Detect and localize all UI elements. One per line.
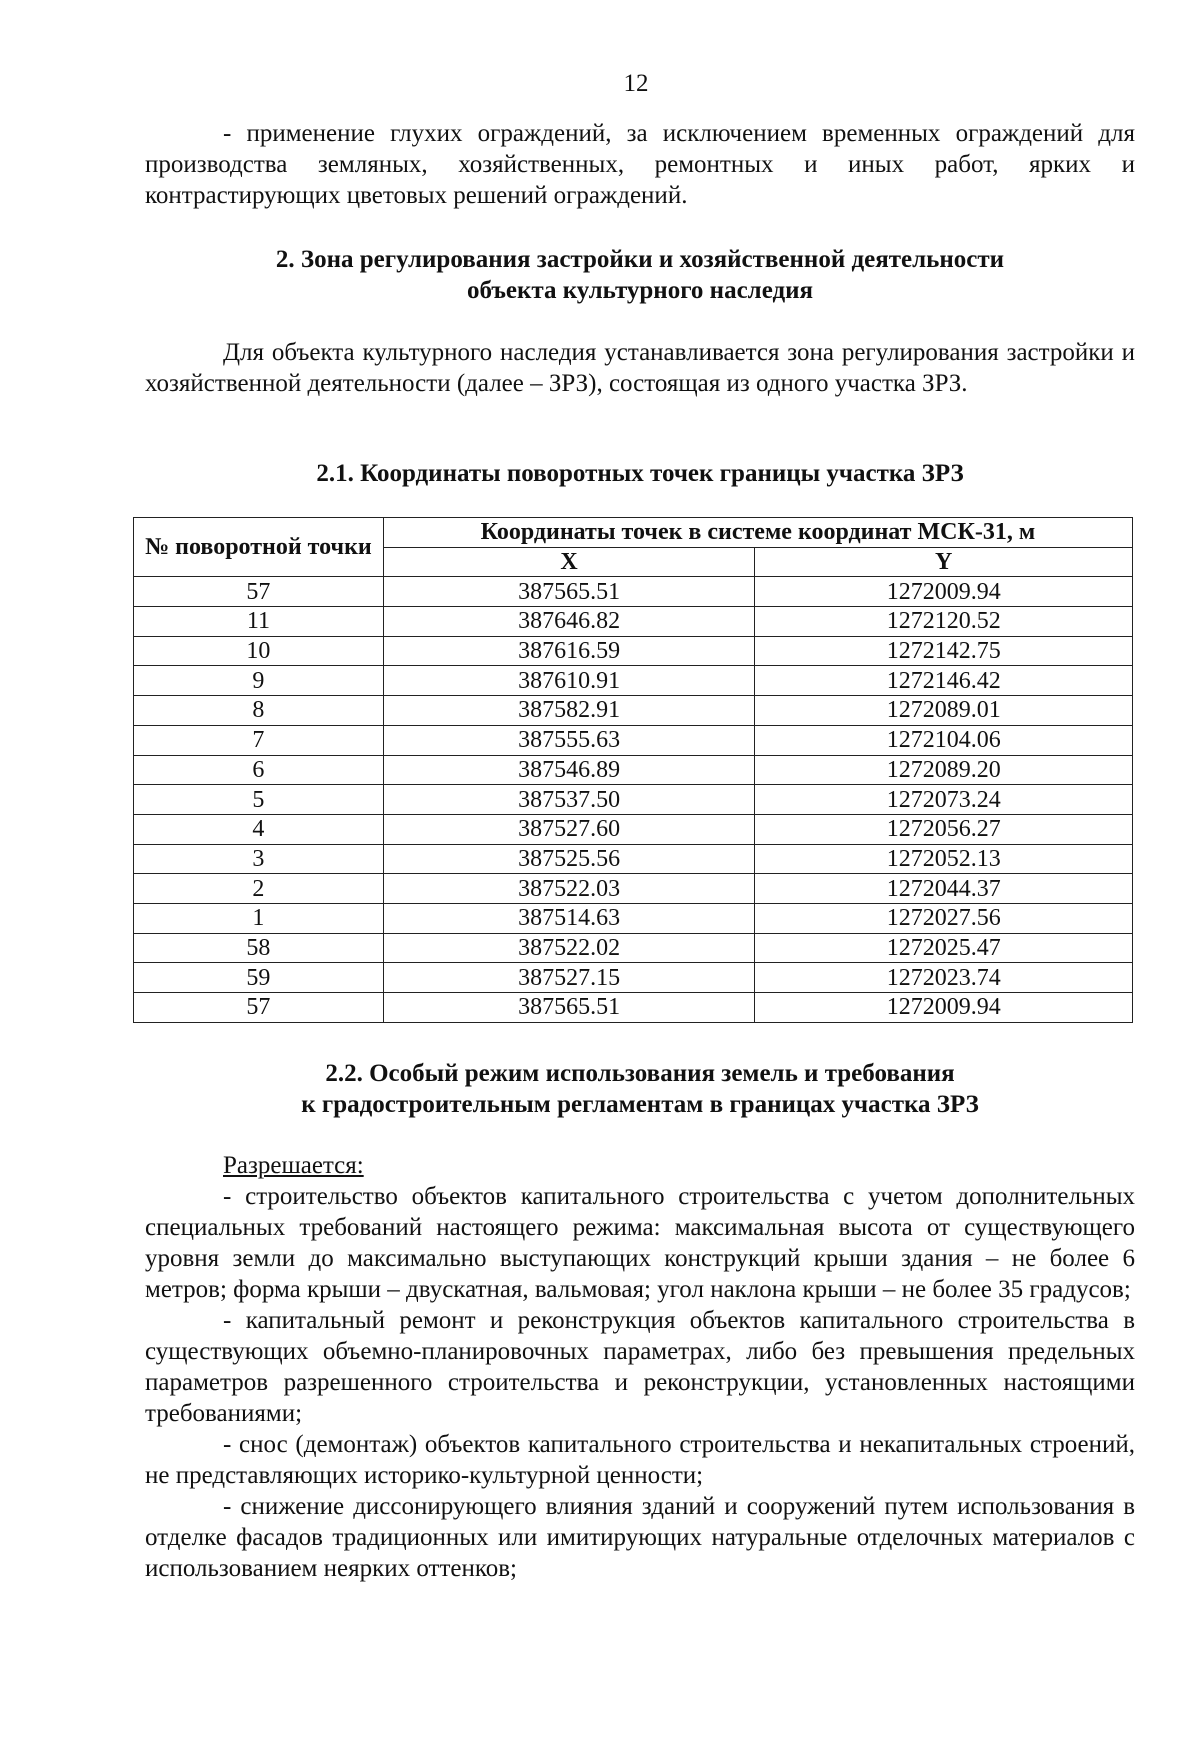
section-2-1-heading: 2.1. Координаты поворотных точек границы участка ЗРЗ (316, 460, 964, 487)
section-2-heading-line2: объекта культурного наследия (466, 277, 814, 304)
point-number-cell: 1 (134, 903, 384, 933)
allowed-label-line (145, 1150, 1135, 1181)
table-row (134, 696, 1133, 726)
header-point-number: № поворотной точки (134, 518, 384, 577)
allowed-item: - снос (демонтаж) объектов капитального строительства и некапитальных строений, не представляющих историко-культурной ценности; (145, 1431, 1135, 1489)
table-row (134, 755, 1133, 785)
section-2-heading-line1: 2. Зона регулирования застройки и хозяйственной деятельности (275, 246, 1005, 273)
y-coordinate-cell: 1272025.47 (755, 933, 1133, 963)
header-x: X (383, 547, 755, 577)
coordinates-table-body (134, 577, 1133, 1022)
intro-paragraph: - применение глухих ограждений, за исключением временных ограждений для производства земляных, хозяйственных, ремонтных и иных работ, ярких и контрастирующих цветовых решений ограждений. (145, 120, 1135, 209)
point-number-cell: 8 (134, 696, 384, 726)
table-row (134, 636, 1133, 666)
section-2-2-heading (145, 1058, 1135, 1120)
y-coordinate-cell: 1272120.52 (755, 607, 1133, 637)
y-coordinate-cell: 1272009.94 (755, 577, 1133, 607)
x-coordinate-cell: 387537.50 (383, 785, 755, 815)
header-coordinates: Координаты точек в системе координат МСК-31, м (383, 518, 1132, 548)
y-coordinate-cell: 1272023.74 (755, 963, 1133, 993)
header-y: Y (755, 547, 1133, 577)
point-number-cell: 9 (134, 666, 384, 696)
table-row (134, 607, 1133, 637)
table-row (134, 577, 1133, 607)
table-row (134, 963, 1133, 993)
y-coordinate-cell: 1272052.13 (755, 844, 1133, 874)
y-coordinate-cell: 1272027.56 (755, 903, 1133, 933)
section-2-2-body (145, 1150, 1135, 1584)
point-number-cell: 57 (134, 993, 384, 1023)
point-number-cell: 5 (134, 785, 384, 815)
allowed-label: Разрешается: (223, 1152, 364, 1179)
x-coordinate-cell: 387565.51 (383, 993, 755, 1023)
section-2-2-heading-line2: к градостроительным регламентам в границах участка ЗРЗ (301, 1091, 979, 1118)
y-coordinate-cell: 1272146.42 (755, 666, 1133, 696)
point-number-cell: 2 (134, 874, 384, 904)
x-coordinate-cell: 387514.63 (383, 903, 755, 933)
y-coordinate-cell: 1272089.01 (755, 696, 1133, 726)
y-coordinate-cell: 1272089.20 (755, 755, 1133, 785)
x-coordinate-cell: 387522.02 (383, 933, 755, 963)
x-coordinate-cell: 387582.91 (383, 696, 755, 726)
section-2-2-heading-line1: 2.2. Особый режим использования земель и требования (325, 1060, 955, 1087)
allowed-item: - снижение диссонирующего влияния зданий и сооружений путем использования в отделке фасадов традиционных или имитирующих натуральные отделочных материалов с использованием неярких оттенков; (145, 1493, 1135, 1582)
table-row (134, 874, 1133, 904)
allowed-item: - строительство объектов капитального строительства с учетом дополнительных специальных требований настоящего режима: максимальная высота от существующего уровня земли до максимально выступающих конструкций крыши здания – не более 6 метров; форма крыши – двускатная, вальмовая; угол наклона крыши – не более 35 градусов; (145, 1183, 1135, 1303)
x-coordinate-cell: 387555.63 (383, 725, 755, 755)
table-row (134, 933, 1133, 963)
point-number-cell: 6 (134, 755, 384, 785)
table-row (134, 725, 1133, 755)
y-coordinate-cell: 1272142.75 (755, 636, 1133, 666)
point-number-cell: 10 (134, 636, 384, 666)
x-coordinate-cell: 387565.51 (383, 577, 755, 607)
table-row (134, 903, 1133, 933)
section-2-paragraph: Для объекта культурного наследия устанавливается зона регулирования застройки и хозяйственной деятельности (далее – ЗРЗ), состоящая из одного участка ЗРЗ. (145, 339, 1135, 397)
point-number-cell: 59 (134, 963, 384, 993)
y-coordinate-cell: 1272009.94 (755, 993, 1133, 1023)
x-coordinate-cell: 387525.56 (383, 844, 755, 874)
table-row (134, 993, 1133, 1023)
allowed-item: - капитальный ремонт и реконструкция объектов капитального строительства в существующих объемно-планировочных параметрах, либо без превышения предельных параметров разрешенного строительства и реконструкции, установленных настоящими требованиями; (145, 1307, 1135, 1427)
coordinates-table (133, 517, 1133, 1023)
y-coordinate-cell: 1272056.27 (755, 814, 1133, 844)
table-row (134, 785, 1133, 815)
point-number-cell: 3 (134, 844, 384, 874)
point-number-cell: 4 (134, 814, 384, 844)
x-coordinate-cell: 387527.15 (383, 963, 755, 993)
point-number-cell: 58 (134, 933, 384, 963)
y-coordinate-cell: 1272104.06 (755, 725, 1133, 755)
y-coordinate-cell: 1272044.37 (755, 874, 1133, 904)
table-row (134, 844, 1133, 874)
x-coordinate-cell: 387610.91 (383, 666, 755, 696)
section-2-heading (145, 244, 1135, 306)
x-coordinate-cell: 387522.03 (383, 874, 755, 904)
x-coordinate-cell: 387546.89 (383, 755, 755, 785)
point-number-cell: 11 (134, 607, 384, 637)
point-number-cell: 7 (134, 725, 384, 755)
page-number: 12 (623, 70, 649, 97)
x-coordinate-cell: 387527.60 (383, 814, 755, 844)
table-row (134, 814, 1133, 844)
x-coordinate-cell: 387616.59 (383, 636, 755, 666)
y-coordinate-cell: 1272073.24 (755, 785, 1133, 815)
table-row (134, 666, 1133, 696)
point-number-cell: 57 (134, 577, 384, 607)
x-coordinate-cell: 387646.82 (383, 607, 755, 637)
